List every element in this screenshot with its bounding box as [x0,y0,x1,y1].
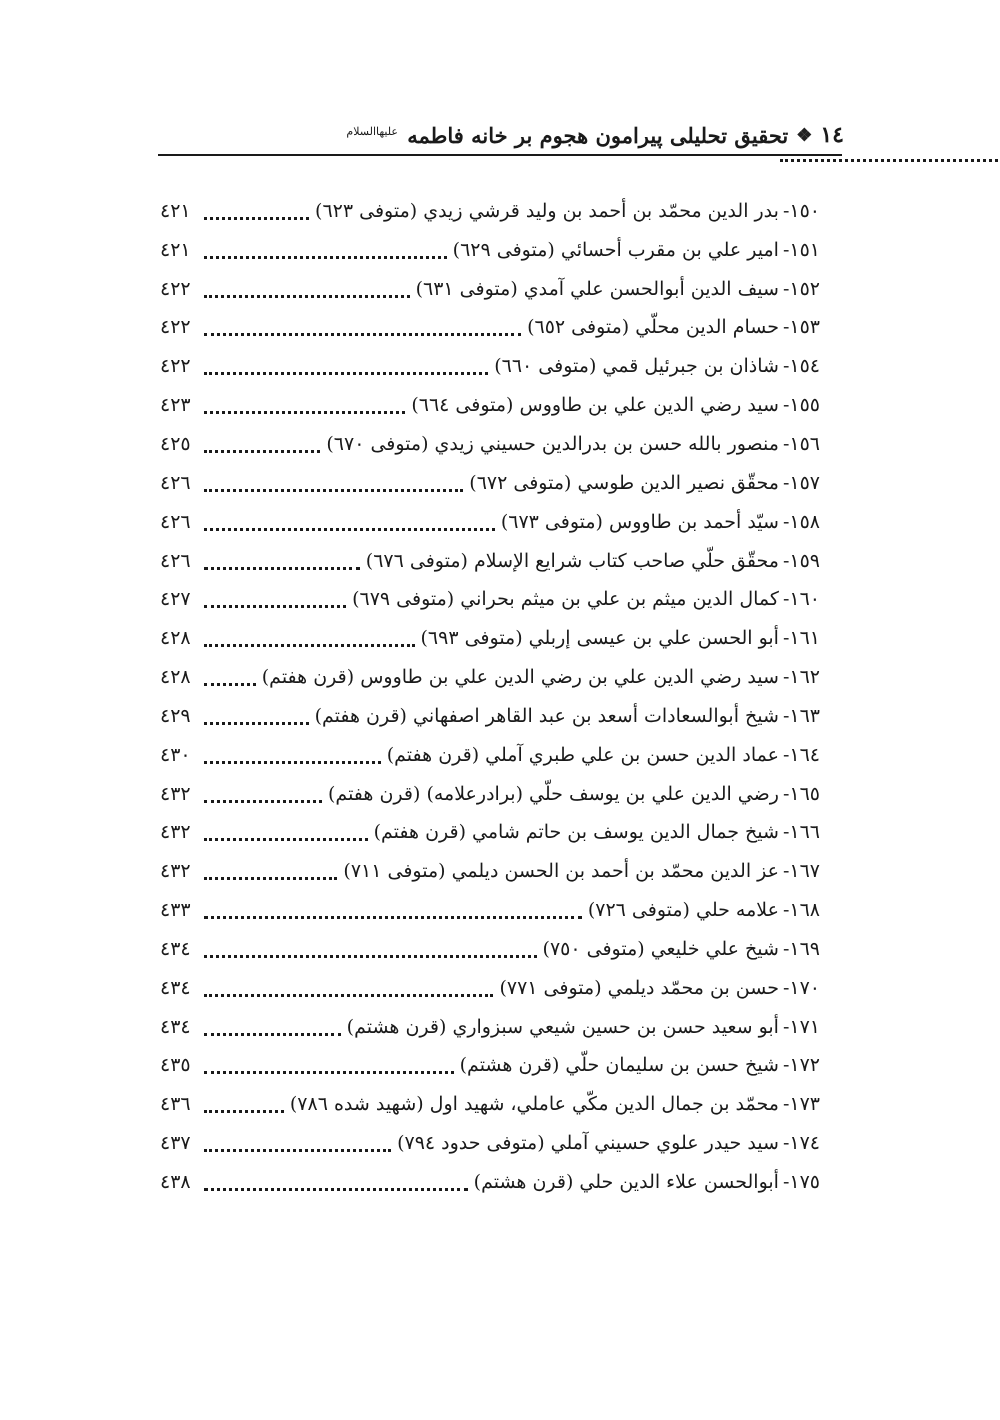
entry-number: ١٦٢- [782,666,820,689]
dot-leader [204,955,537,958]
entry-number: ١٥٢- [782,277,820,300]
entry-number: ١٧٣- [782,1093,820,1116]
entry-number: ١٦٤- [782,743,820,766]
entry-page: ٤٢٦ [160,471,191,494]
entry-number: ١٦٥- [782,782,820,805]
header-rule [158,154,842,156]
entry-number: ١٦٩- [782,937,820,960]
dot-leader [204,411,405,414]
entry-title: سيد حيدر علوي حسيني آملي (متوفى حدود ٧٩٤) [397,1132,779,1155]
toc-entry[interactable] [160,1008,820,1047]
entry-page: ٤٣٢ [160,821,191,844]
entry-number: ١٥٤- [782,355,820,378]
entry-page: ٤٢٨ [160,627,191,650]
dot-leader [204,217,309,220]
entry-title: شيخ أبوالسعادات أسعد بن عبد القاهر اصفهاني (قرن هفتم) [314,704,779,727]
dot-leader [204,994,493,997]
dot-leader [204,722,309,725]
entry-title: شاذان بن جبرئيل قمي (متوفى ٦٦٠) [494,355,779,378]
toc-entry[interactable] [160,425,820,464]
toc-entry[interactable] [160,309,820,348]
entry-page: ٤٢٥ [160,432,191,455]
book-title [346,123,788,148]
entry-title: محقّق نصير الدين طوسي (متوفى ٦٧٢) [469,471,779,494]
entry-page: ٤٢٢ [160,316,191,339]
toc-entry[interactable] [160,347,820,386]
entry-title: عماد الدين حسن بن علي طبري آملي (قرن هفتم) [386,743,779,766]
entry-title: بدر الدين محمّد بن أحمد بن وليد قرشي زيدي (متوفى ٦٢٣) [315,199,779,222]
dot-leader [204,333,521,336]
dot-leader [204,295,410,298]
entry-title: سيّد أحمد بن طاووس (متوفى ٦٧٣) [500,510,779,533]
entry-title: شيخ جمال الدين يوسف بن حاتم شامي (قرن هفتم) [373,821,779,844]
book-title-text: تحقيق تحليلى پيرامون هجوم بر خانه فاطمه [407,122,789,148]
entry-number: ١٧٥- [782,1171,820,1194]
dot-leader [204,372,488,375]
entry-title: سيد رضي الدين علي بن طاووس (متوفى ٦٦٤) [411,394,779,417]
entry-number: ١٦٨- [782,899,820,922]
toc-entry[interactable] [160,736,820,775]
dot-leader [204,489,463,492]
entry-number: ١٧٠- [782,976,820,999]
entry-number: ١٧٢- [782,1054,820,1077]
entry-page: ٤٣٣ [160,899,191,922]
dot-leader [204,1149,391,1152]
honorific-ligature: عليهاالسلام [346,124,398,138]
entry-page: ٤٣٠ [160,743,191,766]
entry-number: ١٦٣- [782,704,820,727]
ornament-icon: ❖ [796,124,813,146]
entry-title: رضي الدين علي بن يوسف حلّي (برادرعلامه) (قرن هفتم) [328,782,779,805]
entry-page: ٤٣٤ [160,976,191,999]
entry-title: علامه حلي (متوفى ٧٢٦) [587,899,779,922]
running-header [158,118,844,152]
entry-number: ١٦٧- [782,860,820,883]
entry-page: ٤٣٧ [160,1132,191,1155]
toc-entry[interactable] [160,852,820,891]
entry-page: ٤٣٢ [160,782,191,805]
entry-page: ٤٢٢ [160,355,191,378]
entry-number: ١٥٩- [782,549,820,572]
entry-title: حسام الدين محلّي (متوفى ٦٥٢) [527,316,779,339]
entry-number: ١٥٦- [782,432,820,455]
toc-entry[interactable] [160,775,820,814]
entry-page: ٤٣٥ [160,1054,191,1077]
toc-entry[interactable] [160,814,820,853]
entry-number: ١٧١- [782,1015,820,1038]
dot-leader [204,800,322,803]
entry-title: سيف الدين أبوالحسن علي آمدي (متوفى ٦٣١) [415,277,779,300]
toc-entry[interactable] [160,580,820,619]
entry-page: ٤٢٦ [160,549,191,572]
dot-leader [204,916,582,919]
entry-page: ٤٣٦ [160,1093,191,1116]
entry-title: أبوالحسن علاء الدين حلي (قرن هشتم) [473,1171,779,1194]
dot-leader [204,1071,454,1074]
entry-title: أبو سعيد حسن بن حسين شيعي سبزواري (قرن هشتم) [346,1015,779,1038]
entry-page: ٤٢٦ [160,510,191,533]
toc-entry[interactable] [160,542,820,581]
entry-number: ١٥٥- [782,394,820,417]
entry-title: كمال الدين ميثم بن علي بن ميثم بحراني (متوفى ٦٧٩) [352,588,779,611]
toc-entry[interactable] [160,1124,820,1163]
entry-number: ١٦١- [782,627,820,650]
entry-page: ٤٣٤ [160,1015,191,1038]
entry-page: ٤٢٩ [160,704,191,727]
entry-number: ١٧٤- [782,1132,820,1155]
entry-number: ١٥٧- [782,471,820,494]
entry-number: ١٦٦- [782,821,820,844]
entry-page: ٤٣٨ [160,1171,191,1194]
entry-title: شيخ حسن بن سليمان حلّي (قرن هشتم) [459,1054,779,1077]
entry-page: ٤٢٢ [160,277,191,300]
toc-entry[interactable] [160,619,820,658]
toc-entry[interactable] [160,1047,820,1086]
entry-title: حسن بن محمّد ديلمي (متوفى ٧٧١) [499,976,779,999]
dot-leader [204,761,381,764]
toc-entry[interactable] [160,1163,820,1202]
entry-page: ٤٢١ [160,199,191,222]
dot-leader [204,528,495,531]
dot-leader [204,256,447,259]
entry-page: ٤٢٨ [160,666,191,689]
toc-entry[interactable] [160,969,820,1008]
dot-leader [204,683,256,686]
dot-leader [204,1188,468,1191]
entry-number: ١٥٨- [782,510,820,533]
entry-number: ١٦٠- [782,588,820,611]
entry-title: منصور بالله حسن بن بدرالدين حسيني زيدي (متوفى ٦٧٠) [326,432,779,455]
dot-leader [204,567,360,570]
entry-page: ٤٣٢ [160,860,191,883]
entry-title: محمّد بن جمال الدين مكّي عاملي، شهيد اول (شهيد شده ٧٨٦) [289,1093,779,1116]
dot-leader [204,877,337,880]
toc-entry[interactable] [160,386,820,425]
toc-entry[interactable] [160,658,820,697]
page-number: ١٤ [820,122,844,148]
entry-title: عز الدين محمّد بن أحمد بن الحسن ديلمي (متوفى ٧١١) [343,860,779,883]
entry-number: ١٥١- [782,238,820,261]
dot-leader [204,644,415,647]
entry-title: امير علي بن مقرب أحسائي (متوفى ٦٢٩) [452,238,779,261]
toc-entry[interactable] [160,231,820,270]
toc-entry[interactable] [160,1085,820,1124]
dot-leader [204,838,368,841]
toc-entry[interactable] [160,503,820,542]
toc-entry[interactable] [160,464,820,503]
header-dotted-rule [780,159,998,162]
entry-number: ١٥٠- [782,199,820,222]
entry-title: محقّق حلّي صاحب كتاب شرايع الإسلام (متوفى ٦٧٦) [365,549,779,572]
toc-entry[interactable] [160,697,820,736]
entry-title: شيخ علي خليعي (متوفى ٧٥٠) [542,937,779,960]
dot-leader [204,1110,284,1113]
dot-leader [204,605,346,608]
entry-page: ٤٢١ [160,238,191,261]
entry-page: ٤٢٣ [160,394,191,417]
toc-entry[interactable] [160,192,820,231]
table-of-contents [160,192,820,1202]
dot-leader [204,450,320,453]
entry-page: ٤٣٤ [160,937,191,960]
dot-leader [204,1033,341,1036]
toc-entry[interactable] [160,891,820,930]
toc-entry[interactable] [160,270,820,309]
entry-title: سيد رضي الدين علي بن رضي الدين علي بن طاووس (قرن هفتم) [261,666,779,689]
entry-number: ١٥٣- [782,316,820,339]
entry-page: ٤٢٧ [160,588,191,611]
toc-entry[interactable] [160,930,820,969]
entry-title: أبو الحسن علي بن عيسى إربلي (متوفى ٦٩٣) [420,627,779,650]
